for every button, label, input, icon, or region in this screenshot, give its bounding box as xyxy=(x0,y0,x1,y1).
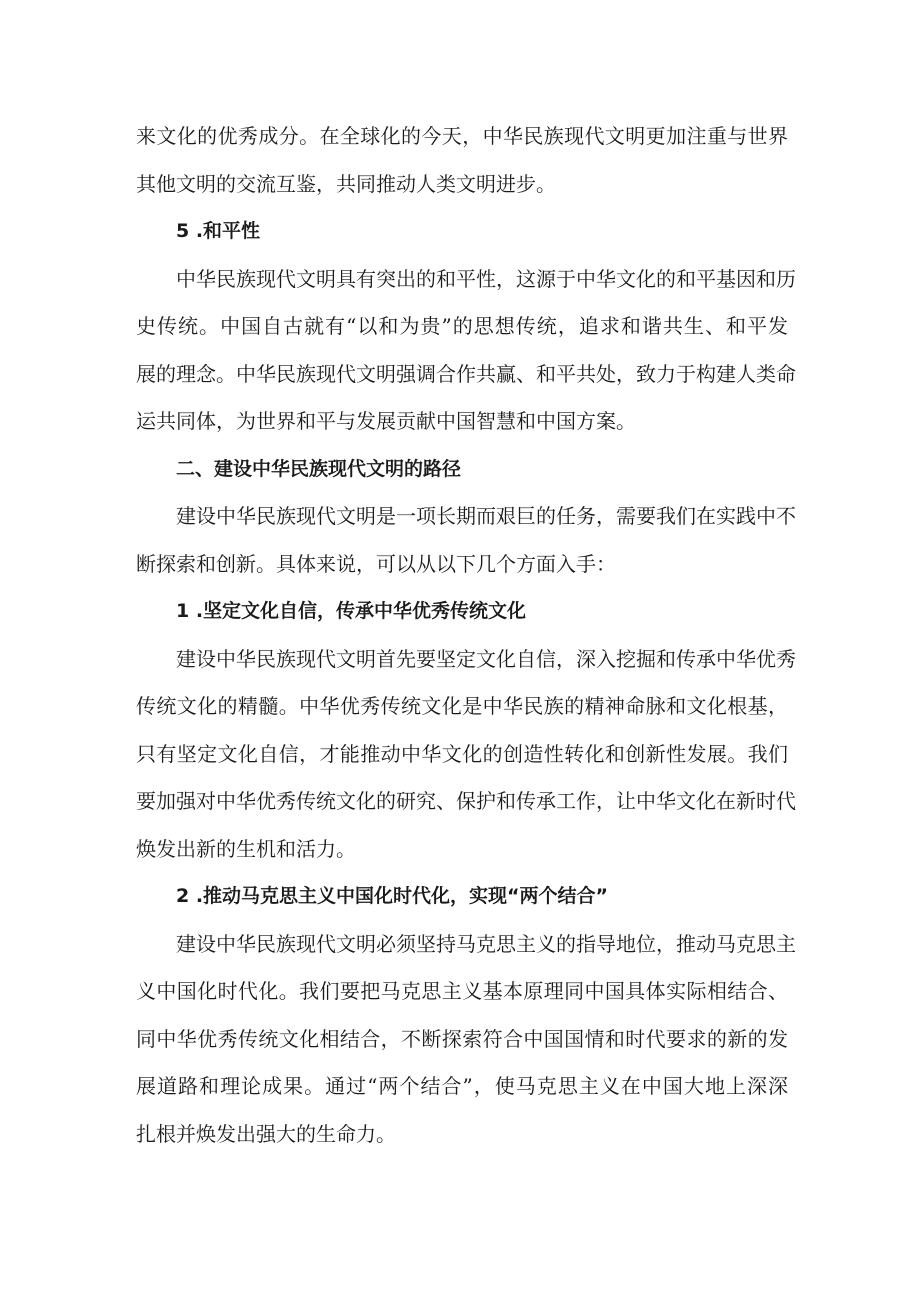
paragraph-line: 扎根并焕发出强大的生命力。 xyxy=(136,1121,396,1146)
paragraph-line: 只有坚定文化自信，才能推动中华文化的创造性转化和创新性发展。我们 xyxy=(136,741,788,766)
section-heading-two-combinations: 2 .推动马克思主义中国化时代化，实现“两个结合” xyxy=(176,885,609,907)
paragraph-line: 建设中华民族现代文明是一项长期而艰巨的任务，需要我们在实践中不 xyxy=(176,504,796,528)
paragraph-line: 来文化的优秀成分。在全球化的今天，中华民族现代文明更加注重与世界 xyxy=(136,124,788,148)
paragraph-line: 义中国化时代化。我们要把马克思主义基本原理同中国具体实际相结合、 xyxy=(136,979,788,1003)
paragraph-line: 展道路和理论成果。通过“两个结合”，使马克思主义在中国大地上深深 xyxy=(136,1074,788,1098)
paragraph-line: 建设中华民族现代文明必须坚持马克思主义的指导地位，推动马克思主 xyxy=(176,931,796,956)
paragraph-line: 传统文化的精髓。中华优秀传统文化是中华民族的精神命脉和文化根基， xyxy=(136,694,788,718)
section-heading-cultural-confidence: 1 .坚定文化自信，传承中华优秀传统文化 xyxy=(176,600,527,622)
paragraph-line: 运共同体，为世界和平与发展贡献中国智慧和中国方案。 xyxy=(136,409,636,433)
paragraph-line: 展的理念。中华民族现代文明强调合作共赢、和平共处，致力于构建人类命 xyxy=(136,361,796,386)
paragraph-line: 要加强对中华优秀传统文化的研究、保护和传承工作，让中华文化在新时代 xyxy=(136,789,796,813)
paragraph-line: 其他文明的交流互鉴，共同推动人类文明进步。 xyxy=(136,171,556,196)
paragraph-line: 断探索和创新。具体来说，可以从以下几个方面入手： xyxy=(136,551,616,576)
paragraph-line: 史传统。中国自古就有“以和为贵”的思想传统，追求和谐共生、和平发 xyxy=(136,314,788,338)
paragraph-line: 中华民族现代文明具有突出的和平性，这源于中华文化的和平基因和历 xyxy=(176,266,796,291)
paragraph-line: 建设中华民族现代文明首先要坚定文化自信，深入挖掘和传承中华优秀 xyxy=(176,646,796,671)
document-body xyxy=(136,113,796,1158)
section-heading-path: 二、建设中华民族现代文明的路径 xyxy=(176,457,462,480)
paragraph-line: 同中华优秀传统文化相结合，不断探索符合中国国情和时代要求的新的发 xyxy=(136,1026,788,1051)
paragraph-line: 焕发出新的生机和活力。 xyxy=(136,836,356,861)
section-heading-peace: 5 .和平性 xyxy=(176,220,261,242)
